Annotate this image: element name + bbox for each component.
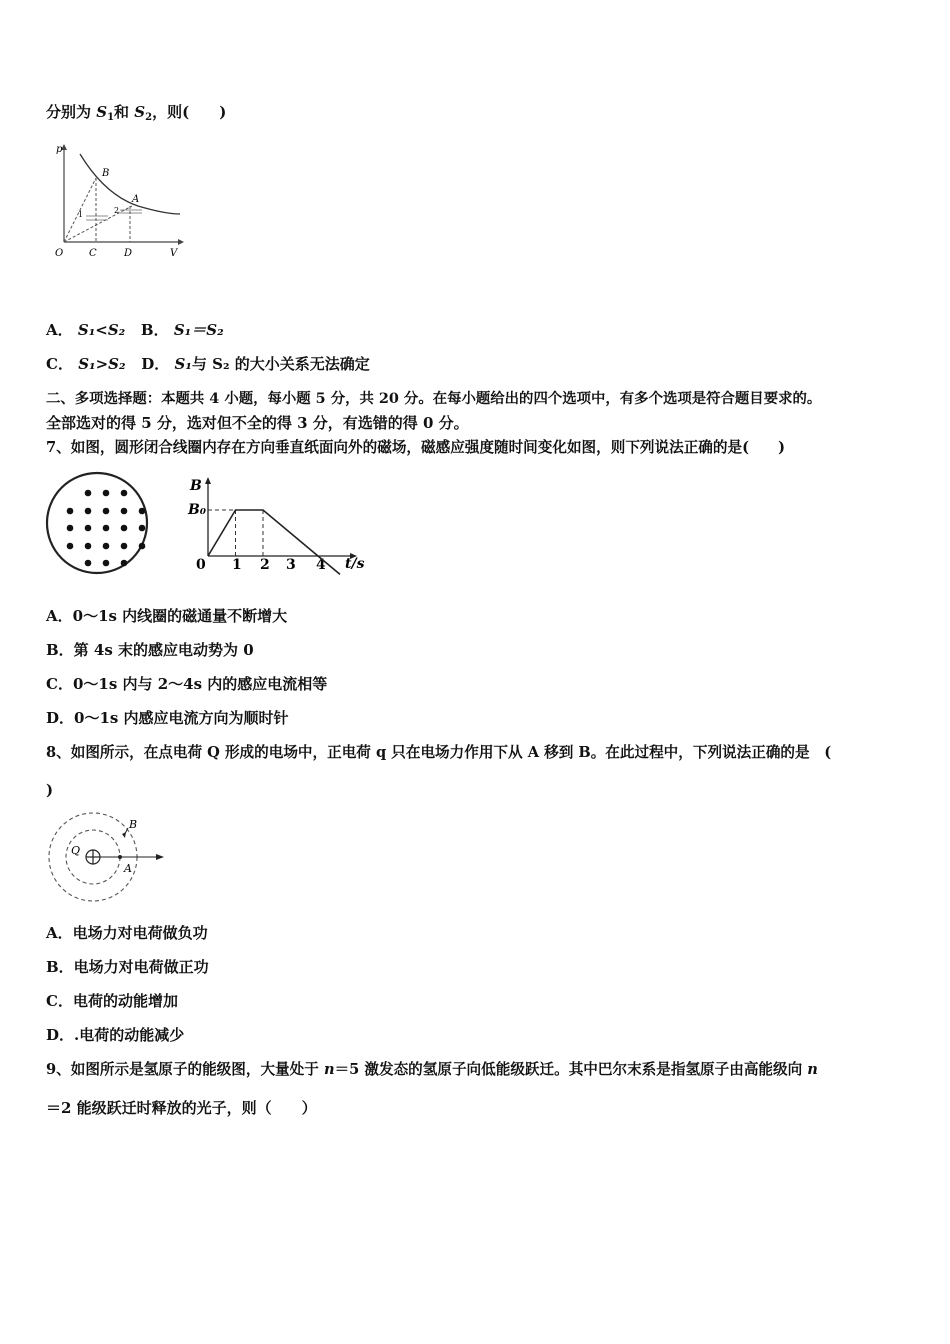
- q7-graph-b0-label: B₀: [188, 502, 206, 518]
- q7-coil-figure: [46, 470, 158, 582]
- q6-options-row-2: [46, 354, 370, 374]
- q7-stem: 7、如图，圆形闭合线圈内存在方向垂直纸面向外的磁场，磁感应强度随时间变化如图，则下列说法正确的是( ): [46, 439, 786, 456]
- q8-field-arrow-icon: [156, 854, 164, 860]
- q7-option-d[interactable]: D．0～1s 内感应电流方向为顺时针: [46, 709, 289, 727]
- q6-stem-tail: 分别为 $S_1$和 $S_2$，则( ): [46, 103, 227, 123]
- q7-graph-tick-4: 4: [316, 557, 326, 573]
- q6-point-c-label: C: [89, 248, 97, 259]
- q6-option-c[interactable]: C． S₁>S₂: [46, 355, 126, 373]
- q6-area-s2-mark: 2: [114, 206, 120, 215]
- q8-field-figure: [46, 814, 176, 906]
- q6-pv-diagram: [50, 140, 190, 265]
- q7-graph-x-label: t/s: [345, 556, 365, 572]
- q6-point-d-label: D: [124, 248, 133, 259]
- q7-graph-tick-3: 3: [286, 557, 296, 573]
- q9-stem-line1: 9、如图所示是氢原子的能级图，大量处于 n＝5 激发态的氢原子向低能级跃迁。其中巴尔末系是指氢原子由高能级向 n: [46, 1061, 818, 1078]
- q8-label-a: A: [124, 862, 132, 875]
- q7-magnetic-field-dots: [67, 490, 146, 567]
- q6-point-a-label: A: [132, 194, 140, 205]
- q7-b-t-graph: [186, 474, 376, 578]
- q7-graph-tick-1: 1: [232, 557, 242, 573]
- q7-option-a[interactable]: A．0～1s 内线圈的磁通量不断增大: [46, 607, 288, 625]
- q8-stem-line2: ): [46, 781, 54, 799]
- q8-option-a[interactable]: A．电场力对电荷做负功: [46, 924, 208, 942]
- q8-option-c[interactable]: C．电荷的动能增加: [46, 992, 178, 1010]
- q6-option-d[interactable]: D． S₁与 S₂ 的大小关系无法确定: [141, 355, 370, 373]
- q9-stem-line2: ＝2 能级跃迁时释放的光子，则（ ）: [46, 1099, 317, 1117]
- q8-point-a-dot: [118, 855, 122, 859]
- q7-option-b[interactable]: B．第 4s 末的感应电动势为 0: [46, 641, 254, 659]
- q6-axis-v-label: V: [170, 248, 178, 259]
- q7-option-c[interactable]: C．0～1s 内与 2～4s 内的感应电流相等: [46, 675, 328, 693]
- q7-graph-origin-label: 0: [196, 557, 206, 573]
- q6-option-b[interactable]: B． S₁＝S₂: [140, 321, 224, 339]
- q8-label-b: B: [129, 818, 138, 831]
- q6-option-a[interactable]: A． S₁<S₂: [46, 321, 126, 339]
- q8-stem-line1: 8、如图所示，在点电荷 Q 形成的电场中，正电荷 q 只在电场力作用下从 A 移到 B。在此过程中，下列说法正确的是 (: [46, 744, 832, 761]
- q8-option-d[interactable]: D．.电荷的动能减少: [46, 1026, 185, 1044]
- q8-label-q: Q: [71, 844, 81, 857]
- q8-option-b[interactable]: B．电场力对电荷做正功: [46, 958, 209, 976]
- section2-instructions-line1: 二、多项选择题：本题共 4 小题，每小题 5 分，共 20 分。在每小题给出的四个选项中，有多个选项是符合题目要求的。: [46, 390, 822, 407]
- q6-options-row-1: [46, 320, 224, 340]
- q7-graph-tick-2: 2: [260, 557, 270, 573]
- q6-area-s1-mark: 1: [78, 210, 84, 219]
- q6-axis-p-label: p: [56, 144, 63, 155]
- q6-point-b-label: B: [102, 168, 110, 179]
- q7-graph-y-label: B: [190, 478, 202, 494]
- q6-origin-label: O: [55, 248, 64, 259]
- section2-instructions-line2: 全部选对的得 5 分，选对但不全的得 3 分，有选错的得 0 分。: [46, 414, 469, 432]
